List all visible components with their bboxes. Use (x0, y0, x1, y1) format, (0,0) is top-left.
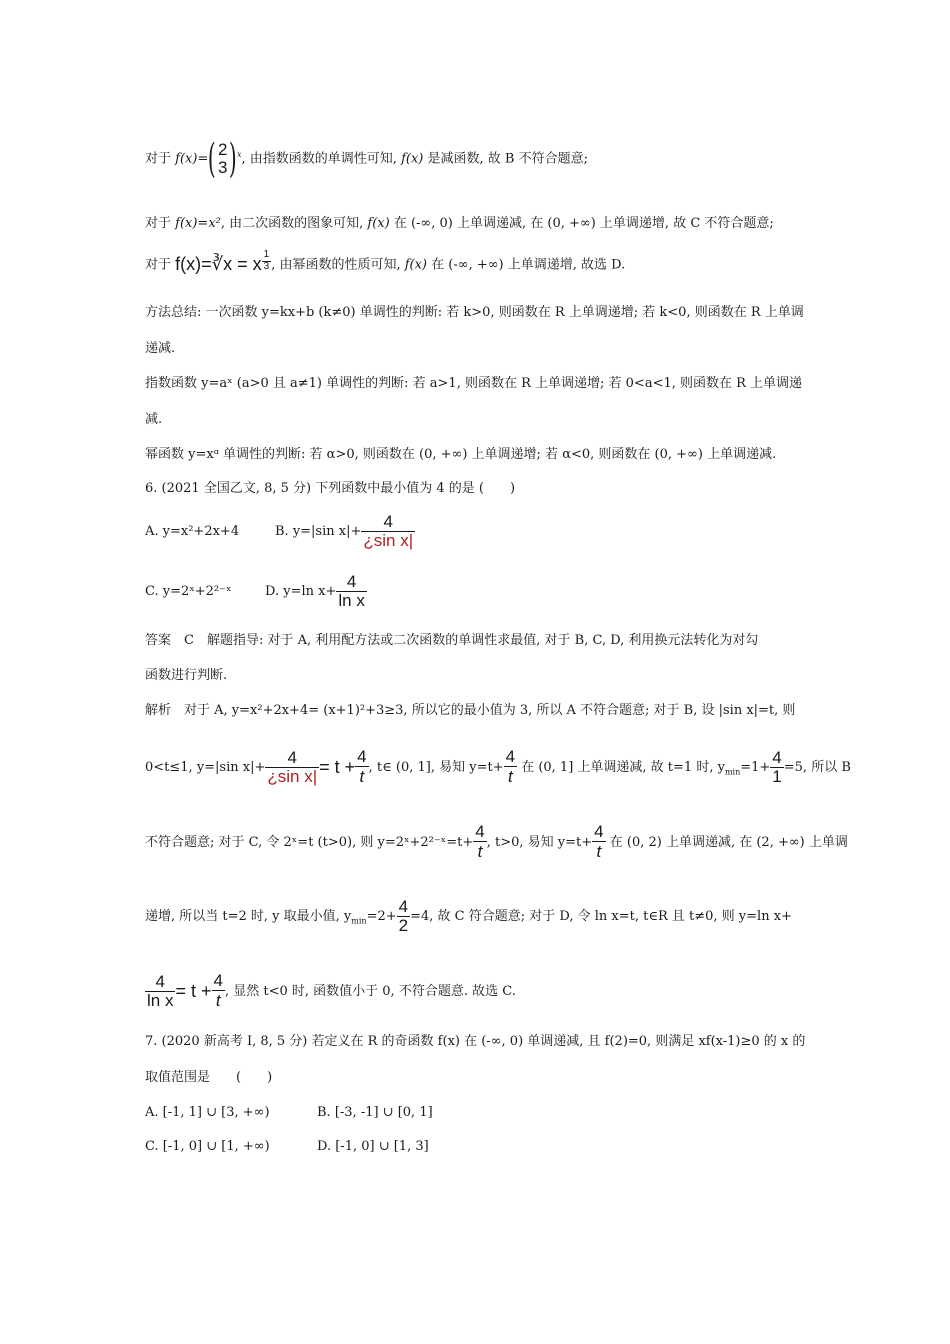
text-line: 对于 f(x)=( 2 3 )$^x$, 由指数函数的单调性可知, f(x) 是减函数, 故 B 不符合题意; (145, 136, 588, 182)
options-row: C. y=2ˣ+2²⁻ˣ D. y=ln x+ $\frac{4}{\text{ln x}}$ (145, 572, 365, 610)
solution: 解析 对于 A, y=x²+2x+4= (x+1)²+3≥3, 所以它的最小值为 3, 所以 A 不符合题意; 对于 B, 设 |sin x|=t, 则 (145, 703, 796, 718)
method-summary: 方法总结: 一次函数 y=kx+b (k≠0) 单调性的判断: 若 k>0, 则函数在 R 上单调递增; 若 k<0, 则函数在 R 上单调 (145, 305, 804, 320)
text-line: 不符合题意; 对于 C, 令 2ˣ=t (t>0), 则 y=2ˣ+2²⁻ˣ=t+ $\frac{4}{t}$, t>0, 易知 y=t+ $\frac{4}{t}$ 在 (0, 2) 上单调递减, 在 (2, +∞) 上单调 (145, 822, 848, 861)
answer: 答案 C 解题指导: 对于 A, 利用配方法或二次函数的单调性求最值, 对于 B, C, D, 利用换元法转化为对勾 (145, 633, 759, 648)
text-line: 递增, 所以当 t=2 时, y 取最小值, $y_{min}=2+$ $\frac{4}{2}$ =4, 故 C 符合题意; 对于 D, 令 ln x=t, t∈R 且 t≠0, 则 y=ln x+ (145, 897, 792, 935)
text-line: 0<t≤1, y=|sin x|+ $\frac{4}{\text{¿sin x|}}$ = t + $\frac{4}{t}$, t∈ (0, 1], 易知 y=t+ $\frac{4}{t}$ 在 (0, 1] 上单调递减, 故 t=1 时, $y_{min}=1+$ $\frac{4}{1}$ =5, 所以 B (145, 747, 851, 787)
question-7: 7. (2020 新高考 Ⅰ, 8, 5 分) 若定义在 R 的奇函数 f(x) 在 (-∞, 0) 单调递减, 且 f(2)=0, 则满足 xf(x-1)≥0 的 x 的 (145, 1034, 806, 1049)
options-row: A. y=x²+2x+4 B. y=|sin x|+ $\frac{4}{\text{¿sin x|}}$ (145, 512, 414, 550)
text-line: 函数进行判断. (145, 668, 228, 683)
text-line: 递减. (145, 341, 176, 356)
options-row: C. [-1, 0] ∪ [1, +∞) D. [-1, 0] ∪ [1, 3] (145, 1139, 429, 1154)
text-line: 对于 f(x)=∛x = x $^{\frac{1}{3}}$ , 由幂函数的性质可知, f(x) 在 (-∞, +∞) 上单调递增, 故选 D. (145, 249, 626, 275)
question-6: 6. (2021 全国乙文, 8, 5 分) 下列函数中最小值为 4 的是 ( ) (145, 481, 516, 496)
text-line: 幂函数 y=xᵅ 单调性的判断: 若 α>0, 则函数在 (0, +∞) 上单调递增; 若 α<0, 则函数在 (0, +∞) 上单调递减. (145, 447, 777, 462)
options-row: A. [-1, 1] ∪ [3, +∞) B. [-3, -1] ∪ [0, 1] (145, 1105, 433, 1120)
text-line: 指数函数 y=aˣ (a>0 且 a≠1) 单调性的判断: 若 a>1, 则函数在 R 上单调递增; 若 0<a<1, 则函数在 R 上单调递 (145, 376, 803, 391)
text-line: 对于 f(x)=x², 由二次函数的图象可知, f(x) 在 (-∞, 0) 上单调递减, 在 (0, +∞) 上单调递增, 故 C 不符合题意; (145, 216, 774, 231)
text-line: 减. (145, 412, 163, 427)
text-line: $\frac{4}{\text{ln x}}$ = t + $\frac{4}{t}$, 显然 t<0 时, 函数值小于 0, 不符合题意. 故选 C. (147, 971, 516, 1011)
text-line: 取值范围是 ( ) (145, 1070, 273, 1085)
